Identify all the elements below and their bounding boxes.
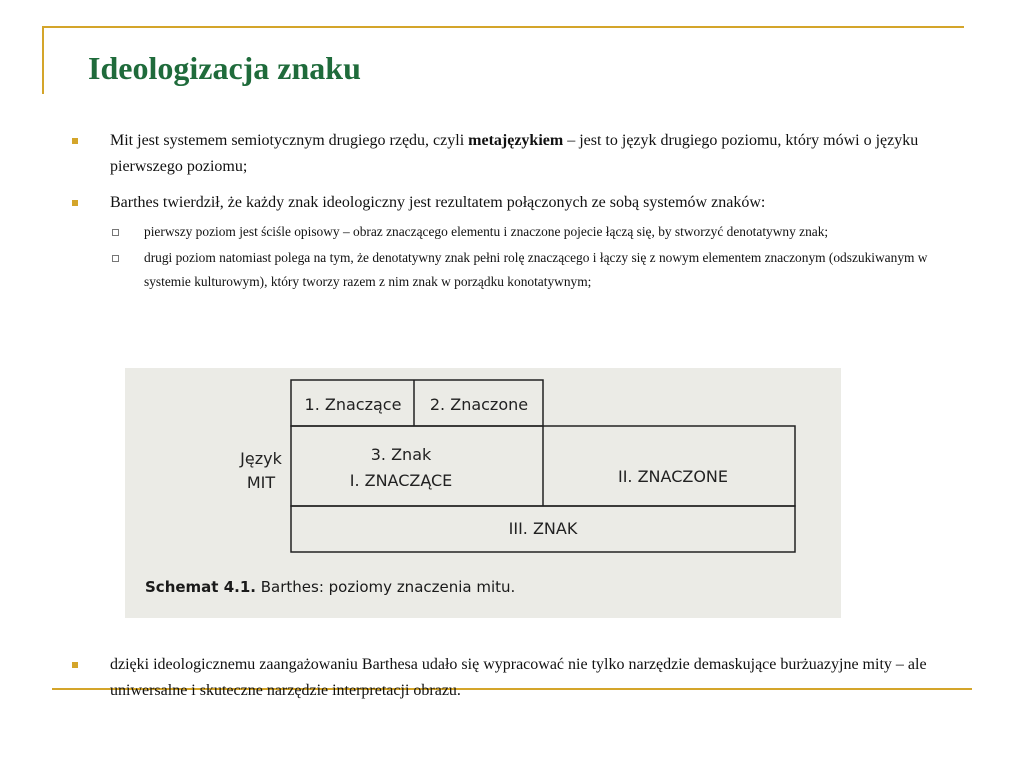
bullet-list-bottom xyxy=(72,652,972,714)
sub-bullet-text: drugi poziom natomiast polega na tym, że denotatywny znak pełni rolę znaczącego i łączy się z nowym elementem znaczonym (odszukiwanym w systemie kulturowym), który tworzy razem z nim znak w porządku konotatywnym; xyxy=(144,250,928,289)
cell-signifier-1: 1. Znaczące xyxy=(304,395,402,414)
bullet-text: – jest to język drugiego poziomu, który mówi o języku pierwszego poziomu; xyxy=(110,132,919,175)
slide-title: Ideologizacja znaku xyxy=(88,50,361,86)
side-label-language: Język xyxy=(240,449,282,468)
bullet-text: Mit jest systemem semiotycznym drugiego rzędu, czyli xyxy=(110,132,469,149)
bullet-text: Barthes twierdził, że każdy znak ideologiczny jest rezultatem połączonych ze sobą systemów znaków: xyxy=(110,194,766,211)
bullet-item xyxy=(72,190,972,216)
bullet-text: dzięki ideologicznemu zaangażowaniu Barthesa udało się wypracować nie tylko narzędzie demaskujące burżuazyjne mity – ale uniwersalne i skuteczne narzędzie interpretacji obrazu. xyxy=(110,656,927,699)
cell-signified-2: 2. Znaczone xyxy=(429,395,529,414)
bullet-item xyxy=(72,652,972,704)
frame-left-rule xyxy=(42,26,44,94)
sub-bullet-item xyxy=(72,220,972,244)
bullet-item xyxy=(72,128,972,180)
scanned-diagram xyxy=(125,368,841,618)
cell-sign-3: 3. Znak xyxy=(370,445,432,464)
bullet-bold-term: metajęzykiem xyxy=(468,132,564,149)
caption-number: Schemat 4.1. xyxy=(145,578,256,596)
diagram-caption xyxy=(145,578,515,596)
frame-top-rule xyxy=(42,26,964,28)
side-label-myth: MIT xyxy=(246,473,276,492)
bullet-marker xyxy=(72,138,78,144)
bullet-marker xyxy=(72,200,78,206)
sub-bullet-marker xyxy=(112,255,119,262)
caption-text: Barthes: poziomy znaczenia mitu. xyxy=(255,578,516,596)
cell-signifier-I: I. ZNACZĄCE xyxy=(349,471,453,490)
bullet-marker xyxy=(72,662,78,668)
sub-bullet-text: pierwszy poziom jest ściśle opisowy – obraz znaczącego elementu i znaczone pojecie łączą się, by stworzyć denotatywny znak; xyxy=(144,224,829,239)
cell-sign-III: III. ZNAK xyxy=(508,519,578,538)
cell-signified-II: II. ZNACZONE xyxy=(617,467,729,486)
sub-bullet-item xyxy=(72,246,972,294)
bullet-list xyxy=(72,128,972,296)
sub-bullet-marker xyxy=(112,229,119,236)
